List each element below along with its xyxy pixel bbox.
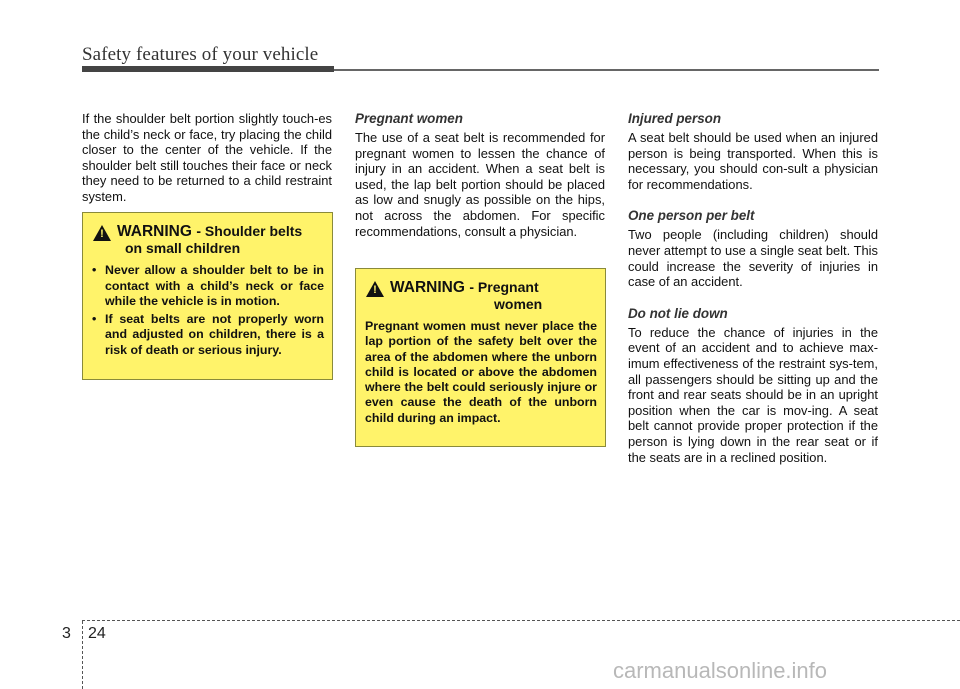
warning-box-shoulder-belts	[82, 212, 333, 380]
warning-subtitle-line2: women	[494, 296, 543, 312]
warning-header	[92, 223, 324, 257]
body-paragraph: A seat belt should be used when an injured person is being transported. When this is necessary, you should con-sult a physician for recommendations.	[628, 130, 878, 192]
footer-divider	[82, 621, 83, 689]
section-injured-person	[628, 111, 878, 192]
section-heading: Pregnant women	[355, 111, 463, 126]
warning-triangle-icon: !	[93, 225, 111, 241]
warning-list-item: • If seat belts are not properly worn and adjusted on children, there is a risk of death or serious injury.	[92, 312, 324, 359]
page-number: 24	[88, 625, 106, 642]
warning-list-item: • Never allow a shoulder belt to be in contact with a child’s neck or face while the vehicle is in motion.	[92, 263, 324, 310]
warning-subtitle-line2: on small children	[125, 240, 241, 256]
column-2	[355, 111, 605, 239]
header-rule	[334, 69, 879, 71]
section-one-person-per-belt	[628, 208, 878, 289]
warning-list	[92, 263, 324, 358]
body-paragraph: If the shoulder belt portion slightly touch-es the child’s neck or face, try placing the child closer to the center of the vehicle. If the shoulder belt still touches their face or neck they need to be returned to a child restraint system.	[82, 111, 332, 204]
warning-label: WARNING	[390, 279, 465, 296]
warning-text: Pregnant women must never place the lap portion of the safety belt over the area of the abdomen where the unborn child is located or above the abdomen where the belt could seriously injure or even cause the death of the unborn child during an impact.	[365, 319, 597, 425]
body-paragraph: Two people (including children) should never attempt to use a single seat belt. This could increase the severity of injuries in case of an accident.	[628, 227, 878, 290]
section-heading: Injured person	[628, 111, 722, 126]
warning-triangle-icon: !	[366, 281, 384, 297]
warning-label: WARNING	[117, 223, 192, 240]
warning-header	[365, 279, 597, 313]
watermark: carmanualsonline.info	[613, 658, 828, 683]
footer-rule	[82, 620, 960, 621]
column-3	[628, 111, 878, 481]
warning-subtitle: - Pregnant	[469, 279, 539, 295]
chapter-number: 3	[62, 625, 71, 642]
section-heading: Do not lie down	[628, 305, 728, 321]
body-paragraph: To reduce the chance of injuries in the event of an accident and to achieve max-imum effectiveness of the restraint sys-tem, all passengers should be sitting up and the front and rear seats should be in an upright position when the car is mov-ing. A seat belt cannot provide proper protection if the person is lying down in the rear seat or if the seats are in a reclined position.	[628, 324, 878, 465]
warning-subtitle: - Shoulder belts	[196, 223, 303, 239]
section-heading: One person per belt	[628, 208, 755, 224]
body-paragraph: The use of a seat belt is recommended for pregnant women to lessen the chance of injury in an accident. When a seat belt is used, the lap belt portion should be placed as low and snugly as possible on the hips, not across the abdomen. For specific recommendations, consult a physician.	[355, 130, 605, 239]
warning-box-pregnant-women	[355, 268, 606, 447]
section-do-not-lie-down	[628, 306, 878, 465]
page-header-title: Safety features of your vehicle	[82, 44, 319, 65]
header-bar	[82, 66, 334, 72]
column-1	[82, 111, 332, 205]
